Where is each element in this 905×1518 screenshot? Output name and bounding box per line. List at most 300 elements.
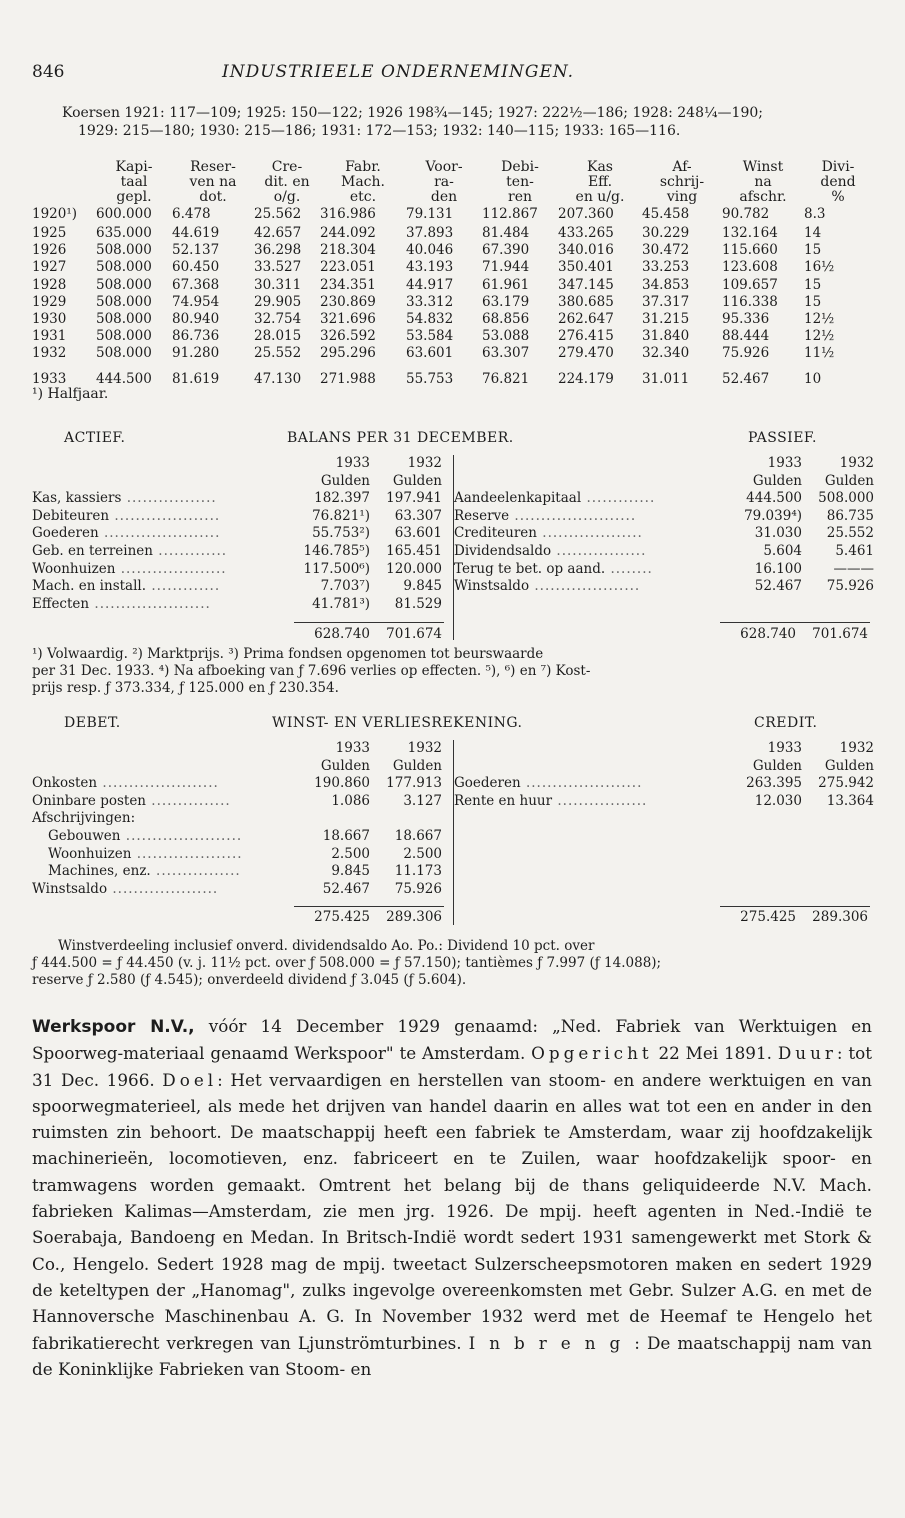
table-cell: 1928 — [32, 276, 67, 293]
table-cell: 279.470 — [558, 345, 614, 362]
table-cell: 79.039⁴) — [744, 507, 802, 524]
row-label: Woonhuizen — [32, 560, 116, 577]
table-cell: 29.905 — [254, 293, 302, 310]
table-cell: 34.853 — [642, 276, 690, 293]
table-cell: 218.304 — [320, 242, 376, 259]
table-cell: 31.030 — [754, 525, 802, 542]
balance-total-rule — [720, 622, 870, 623]
table-row — [454, 775, 874, 793]
table-cell: gepl. — [116, 189, 152, 205]
table-cell: 1920¹) — [32, 206, 78, 223]
table-cell: 80.940 — [172, 311, 220, 328]
table-row — [32, 561, 442, 579]
table-cell: 340.016 — [558, 242, 614, 259]
table-cell: 1933 — [335, 455, 370, 471]
table-cell: 508.000 — [96, 345, 152, 362]
table-row — [32, 543, 442, 561]
row-label-cell — [32, 828, 294, 846]
pl-total-rule — [720, 906, 870, 907]
row-label-cell — [454, 543, 726, 561]
table-cell: 197.941 — [386, 490, 442, 507]
table-cell: 508.000 — [96, 259, 152, 276]
table-cell: 271.988 — [320, 371, 376, 388]
footnote-line: ¹) Volwaardig. ²) Marktprijs. ³) Prima fondsen opgenomen tot beurswaarde — [32, 646, 544, 662]
table-cell: 262.647 — [558, 311, 614, 328]
table-cell: 109.657 — [722, 276, 778, 293]
table-cell: 53.088 — [482, 328, 530, 345]
table-cell: 33.253 — [642, 259, 690, 276]
table-cell: 508.000 — [96, 276, 152, 293]
table-cell: 14 — [804, 225, 822, 241]
table-cell: 33.527 — [254, 259, 302, 276]
row-label-cell — [32, 543, 294, 561]
header-row — [454, 740, 874, 758]
table-row — [32, 363, 872, 389]
table-cell: 1926 — [32, 242, 67, 259]
distribution-line: reserve ƒ 2.580 (ƒ 4.545); onverdeeld dividend ƒ 3.045 (ƒ 5.604). — [32, 972, 467, 988]
table-cell: 63.601 — [406, 345, 454, 362]
table-cell: 1932 — [839, 455, 874, 471]
table-cell: 276.415 — [558, 328, 614, 345]
row-label: Goederen — [32, 525, 99, 542]
table-cell: 52.137 — [172, 242, 220, 259]
table-cell: Gulden — [392, 757, 442, 774]
row-label: Mach. en install. — [32, 578, 147, 595]
table-cell: 224.179 — [558, 371, 614, 388]
table-cell: 120.000 — [386, 560, 442, 577]
row-label: Gebouwen — [48, 827, 121, 844]
table-cell: 1930 — [32, 311, 67, 328]
label-opgericht: Opgericht — [531, 1043, 653, 1064]
table-cell: 275.942 — [818, 775, 874, 792]
header-row — [32, 190, 872, 205]
table-cell: 5.604 — [763, 542, 802, 559]
table-cell: 32.754 — [254, 311, 302, 328]
table-row — [32, 863, 442, 881]
table-cell: 67.390 — [482, 242, 530, 259]
header-row — [32, 160, 872, 175]
table-row — [32, 810, 442, 828]
balance-liabilities — [454, 455, 874, 596]
table-cell: 75.926 — [722, 345, 770, 362]
table-cell: 25.562 — [254, 206, 302, 223]
table-cell: 508.000 — [818, 490, 874, 507]
article-text: : Het vervaardigen en herstellen van stoom- en andere werktuigen en van spoorwegmaterieel, als mede het drijven van handel daarin en alles wat tot een en ander in den ruimsten zin behoort. De maatschappij heeft een fabriek te Amsterdam, waar zij hoofdzakelijk machinerieën, locomotieven, enz. fabriceert en te Zuilen, waar hoofdzakelijk spoor- en tramwagens worden gemaakt. Omtrent het belang bij de thans geliquideerde N.V. Mach. fabrieken Kalimas—Amsterdam, zie men jrg. 1926. De mpij. heeft agenten in Ned.-Indië te Soerabaja, Bandoeng en Medan. In Britsch-Indië wordt sedert 1931 samengewerkt met Stork & Co., Hengelo. Sedert 1928 mag de mpij. tweetact Sulzerscheepsmotoren maken en sedert 1929 de keteltypen der „Hanomag", zulks ingevolge overeenkomsten met Gebr. Sulzer A.G. en met de Hannoversche Maschinenbau A. G. In November 1932 werd met de Heemaf te Hengelo het fabrikatierecht verkregen van Ljunströmturbines. — [32, 1069, 872, 1353]
table-cell: 52.467 — [322, 880, 370, 897]
header-row — [454, 758, 874, 776]
table-cell: 444.500 — [746, 490, 802, 507]
table-cell: en u/g. — [575, 189, 625, 205]
table-cell: 52.467 — [754, 578, 802, 595]
table-cell: 76.821¹) — [312, 507, 370, 524]
table-row — [32, 328, 872, 345]
table-cell: 31.011 — [642, 371, 690, 388]
leader-dots: ................. — [121, 490, 217, 507]
table-cell: Gulden — [320, 757, 370, 774]
footnote-line: per 31 Dec. 1933. ⁴) Na afboeking van ƒ 7.696 verlies op effecten. ⁵), ⁶) en ⁷) Kost- — [32, 663, 591, 679]
table-cell: 75.926 — [394, 880, 442, 897]
table-cell: 11.173 — [394, 863, 442, 880]
table-cell: 244.092 — [320, 225, 376, 241]
profit-distribution — [32, 938, 872, 989]
row-label: Terug te bet. op aand. — [454, 560, 606, 577]
table-cell: 508.000 — [96, 293, 152, 310]
table-cell: 81.484 — [482, 225, 530, 241]
table-note: ¹) Halfjaar. — [32, 386, 109, 402]
table-cell: 30.229 — [642, 225, 690, 241]
row-label-cell — [32, 525, 294, 543]
quotes-line: 1929: 215—180; 1930: 215—186; 1931: 172—153; 1932: 140—115; 1933: 165—116. — [78, 123, 681, 139]
row-label: Rente en huur — [454, 792, 553, 809]
table-cell: 60.450 — [172, 259, 220, 276]
row-label: Kas, kassiers — [32, 490, 122, 507]
row-label: Afschrijvingen: — [32, 810, 136, 827]
row-label-cell — [454, 490, 726, 508]
balance-footnotes — [32, 646, 872, 697]
table-row — [32, 846, 442, 864]
table-cell: 18.667 — [322, 827, 370, 844]
leader-dots: .................... — [115, 560, 227, 577]
table-cell: etc. — [349, 189, 377, 205]
table-row — [454, 525, 874, 543]
table-cell: 350.401 — [558, 259, 614, 276]
table-row — [454, 578, 874, 596]
table-row — [32, 793, 442, 811]
article-text: : tot 31 Dec. 1966. — [32, 1043, 872, 1090]
table-cell: 444.500 — [96, 371, 152, 388]
table-row — [32, 205, 872, 225]
table-row — [454, 543, 874, 561]
footnote-line: prijs resp. ƒ 373.334, ƒ 125.000 en ƒ 230.354. — [32, 680, 339, 696]
table-row — [454, 793, 874, 811]
table-cell: 1.086 — [331, 792, 370, 809]
leader-dots: ................ — [150, 863, 241, 880]
table-cell: Kapi- — [115, 159, 153, 175]
table-cell: ving — [666, 189, 698, 205]
table-row — [32, 311, 872, 328]
table-cell: 207.360 — [558, 206, 614, 223]
leader-dots: ...................... — [98, 525, 221, 542]
table-cell: 16.100 — [754, 560, 802, 577]
table-cell: 1925 — [32, 225, 67, 241]
table-cell: 380.685 — [558, 293, 614, 310]
header-row — [32, 455, 442, 473]
row-label-cell — [32, 596, 294, 614]
table-row — [32, 490, 442, 508]
table-cell — [294, 810, 370, 828]
row-label: Dividendsaldo — [454, 542, 552, 559]
header-row — [32, 758, 442, 776]
leader-dots: ................. — [552, 792, 648, 809]
table-cell: 75.926 — [826, 578, 874, 595]
table-cell: 30.311 — [254, 276, 302, 293]
table-cell: 47.130 — [254, 371, 302, 388]
row-label-cell — [32, 775, 294, 793]
table-cell: Reser- — [190, 159, 236, 175]
table-cell: Kas — [587, 159, 613, 175]
pl-total-rule — [294, 906, 444, 907]
table-cell: 45.458 — [642, 206, 690, 223]
table-cell: ——— — [833, 560, 874, 577]
header-row — [32, 740, 442, 758]
table-cell: 115.660 — [722, 242, 778, 259]
table-cell: 1932 — [839, 740, 874, 756]
table-cell: 63.179 — [482, 293, 530, 310]
table-cell: 1927 — [32, 259, 67, 276]
pl-credit — [454, 740, 874, 810]
financial-table — [32, 160, 872, 389]
table-cell: 295.296 — [320, 345, 376, 362]
table-cell: Eff. — [587, 174, 613, 190]
row-label-cell — [32, 578, 294, 596]
table-cell: 33.312 — [406, 293, 454, 310]
pl-right-title: CREDIT. — [754, 715, 818, 731]
table-cell: 81.619 — [172, 371, 220, 388]
table-cell: 117.500⁶) — [303, 560, 370, 577]
row-label: Effecten — [32, 595, 90, 612]
table-cell: 15 — [804, 242, 822, 259]
row-label-cell — [454, 525, 726, 543]
table-cell: 16½ — [804, 259, 835, 276]
table-cell: 86.735 — [826, 507, 874, 524]
table-cell: 9.845 — [403, 578, 442, 595]
table-cell: taal — [120, 174, 148, 190]
row-label-cell — [32, 810, 294, 828]
table-cell: 1933 — [767, 740, 802, 756]
row-label: Aandeelenkapitaal — [454, 490, 582, 507]
table-cell: 10 — [804, 371, 822, 388]
table-row — [32, 259, 872, 276]
table-cell: Winst — [742, 159, 784, 175]
article-text: 22 Mei 1891. — [652, 1043, 778, 1064]
distribution-line: Winstverdeeling inclusief onverd. dividendsaldo Ao. Po.: Dividend 10 pct. over — [58, 938, 595, 954]
table-cell: dit. en — [264, 174, 310, 190]
leader-dots: ...................... — [120, 827, 243, 844]
table-cell: 1931 — [32, 328, 67, 345]
row-label: Crediteuren — [454, 525, 537, 542]
table-cell: Fabr. — [345, 159, 381, 175]
table-cell: 1932 — [407, 740, 442, 756]
quotes-line: Koersen 1921: 117—109; 1925: 150—122; 1926 198¾—145; 1927: 222½—186; 1928: 248¼—190; — [62, 105, 763, 121]
table-cell: 31.215 — [642, 311, 690, 328]
table-cell: ven na — [189, 174, 237, 190]
table-cell: Gulden — [320, 472, 370, 489]
leader-dots: ...................... — [89, 595, 211, 612]
table-cell: 25.552 — [254, 345, 302, 362]
balance-assets — [32, 455, 442, 613]
company-description — [32, 1013, 872, 1382]
table-cell: 177.913 — [386, 775, 442, 792]
table-cell: 28.015 — [254, 328, 302, 345]
table-cell: 40.046 — [406, 242, 454, 259]
distribution-line: ƒ 444.500 = ƒ 44.450 (v. j. 11½ pct. over ƒ 508.000 = ƒ 57.150); tantièmes ƒ 7.997 (ƒ 14.088); — [32, 955, 662, 971]
table-cell: 63.307 — [394, 507, 442, 524]
header-row — [32, 473, 442, 491]
table-cell: 81.529 — [394, 595, 442, 612]
table-cell: 32.340 — [642, 345, 690, 362]
label-doel: Doel — [162, 1069, 218, 1090]
row-label-cell — [32, 846, 294, 864]
table-row — [32, 578, 442, 596]
table-cell: 88.444 — [722, 328, 770, 345]
table-cell: ren — [508, 189, 532, 205]
table-cell: o/g. — [273, 189, 301, 205]
table-cell: 508.000 — [96, 311, 152, 328]
table-cell: Gulden — [824, 757, 874, 774]
pl-left-title: DEBET. — [64, 715, 121, 731]
pl-total-left: 275.425 289.306 — [314, 909, 442, 925]
table-cell: 5.461 — [835, 542, 874, 559]
table-row — [454, 561, 874, 579]
table-row — [32, 242, 872, 259]
table-cell — [32, 175, 96, 190]
leader-dots: .................... — [529, 578, 641, 595]
pl-debit — [32, 740, 442, 898]
table-cell: 223.051 — [320, 259, 376, 276]
table-cell: 2.500 — [331, 845, 370, 862]
table-cell: 182.397 — [314, 490, 370, 507]
table-cell: 2.500 — [403, 845, 442, 862]
table-cell: 123.608 — [722, 259, 778, 276]
table-row — [32, 596, 442, 614]
table-cell: 433.265 — [558, 225, 614, 241]
table-row — [454, 490, 874, 508]
table-cell: 63.307 — [482, 345, 530, 362]
row-label: Winstsaldo — [454, 578, 530, 595]
table-cell: 112.867 — [482, 206, 538, 223]
balance-right-title: PASSIEF. — [748, 430, 817, 446]
page-number: 846 — [32, 62, 65, 82]
company-name: Werkspoor N.V., — [32, 1017, 195, 1037]
row-label: Woonhuizen — [48, 845, 132, 862]
leader-dots: ....................... — [509, 507, 637, 524]
leader-dots: ................... — [536, 525, 643, 542]
table-cell: 25.552 — [826, 525, 874, 542]
table-cell — [370, 810, 442, 828]
table-cell: afschr. — [739, 189, 787, 205]
leader-dots: ............. — [581, 490, 656, 507]
table-cell: 36.298 — [254, 242, 302, 259]
leader-dots: ................. — [551, 542, 647, 559]
table-cell — [32, 160, 96, 175]
table-cell: 12½ — [804, 311, 835, 328]
table-cell: 44.917 — [406, 276, 454, 293]
label-inbreng: Inbreng — [468, 1332, 635, 1353]
table-cell — [32, 190, 96, 205]
page-title: INDUSTRIEELE ONDERNEMINGEN. — [222, 62, 575, 82]
table-cell: 146.785⁵) — [303, 542, 370, 559]
table-cell: Gulden — [824, 472, 874, 489]
table-cell: 347.145 — [558, 276, 614, 293]
row-label-cell — [32, 490, 294, 508]
table-row — [32, 225, 872, 242]
table-cell: 263.395 — [746, 775, 802, 792]
row-label-cell — [32, 508, 294, 526]
row-label-cell — [454, 578, 726, 596]
table-cell: 1932 — [32, 345, 67, 362]
header-row — [454, 473, 874, 491]
table-cell: 53.584 — [406, 328, 454, 345]
table-cell: % — [831, 189, 845, 205]
leader-dots: .................... — [131, 845, 243, 862]
table-cell: Gulden — [752, 757, 802, 774]
table-cell: 41.781³) — [312, 595, 370, 612]
table-cell: 63.601 — [394, 525, 442, 542]
table-cell: ra- — [434, 174, 454, 190]
table-row — [32, 345, 872, 362]
table-cell: 1933 — [767, 455, 802, 471]
table-cell: 1933 — [32, 371, 67, 388]
leader-dots: .................... — [107, 880, 219, 897]
row-label-cell — [32, 793, 294, 811]
row-label: Oninbare posten — [32, 792, 147, 809]
row-label: Onkosten — [32, 775, 98, 792]
row-label-cell — [454, 775, 726, 793]
table-cell: 116.338 — [722, 293, 778, 310]
table-cell: 1932 — [407, 455, 442, 471]
article-text: vóór 14 December 1929 genaamd: „Ned. Fabriek van Werktuigen en Spoorweg-materiaal genaamd Werkspoor" te Amsterdam. — [32, 1016, 872, 1064]
table-cell: 15 — [804, 293, 822, 310]
table-cell: 71.944 — [482, 259, 530, 276]
table-cell: 91.280 — [172, 345, 220, 362]
table-cell: 9.845 — [331, 863, 370, 880]
table-cell: 635.000 — [96, 225, 152, 241]
table-cell: 15 — [804, 276, 822, 293]
row-label-cell — [454, 793, 726, 811]
table-cell: 316.986 — [320, 206, 376, 223]
table-cell: 42.657 — [254, 225, 302, 241]
table-cell: 67.368 — [172, 276, 220, 293]
table-cell: 79.131 — [406, 206, 454, 223]
table-row — [32, 881, 442, 899]
table-row — [32, 277, 872, 294]
table-cell: 12.030 — [754, 792, 802, 809]
article-text: : De maatschappij nam van de Koninklijke Fabrieken van Stoom- en — [32, 1332, 872, 1379]
table-cell: 321.696 — [320, 311, 376, 328]
table-cell: 52.467 — [722, 371, 770, 388]
table-cell: 230.869 — [320, 293, 376, 310]
table-cell: 74.954 — [172, 293, 220, 310]
table-cell: 508.000 — [96, 242, 152, 259]
table-cell: 508.000 — [96, 328, 152, 345]
balance-total-right: 628.740 701.674 — [740, 626, 868, 642]
table-cell: Voor- — [425, 159, 463, 175]
leader-dots: ...................... — [97, 775, 219, 792]
table-cell: 90.782 — [722, 206, 770, 223]
leader-dots: ...................... — [520, 775, 643, 792]
table-cell: 86.736 — [172, 328, 220, 345]
table-cell: 54.832 — [406, 311, 454, 328]
table-cell: 12½ — [804, 328, 835, 345]
table-cell: 37.893 — [406, 225, 454, 241]
table-cell: na — [754, 174, 772, 190]
table-cell: 3.127 — [403, 792, 442, 809]
leader-dots: .................... — [109, 507, 221, 524]
balance-total-rule — [294, 622, 444, 623]
table-row — [32, 775, 442, 793]
table-row — [454, 508, 874, 526]
row-label: Goederen — [454, 775, 521, 792]
header-row — [454, 455, 874, 473]
table-cell: 61.961 — [482, 276, 530, 293]
table-cell: schrij- — [659, 174, 705, 190]
table-cell: 95.336 — [722, 311, 770, 328]
table-cell: Divi- — [821, 159, 855, 175]
row-label: Winstsaldo — [32, 880, 108, 897]
row-label-cell — [454, 508, 726, 526]
row-label: Geb. en terreinen — [32, 542, 153, 559]
table-cell: 31.840 — [642, 328, 690, 345]
